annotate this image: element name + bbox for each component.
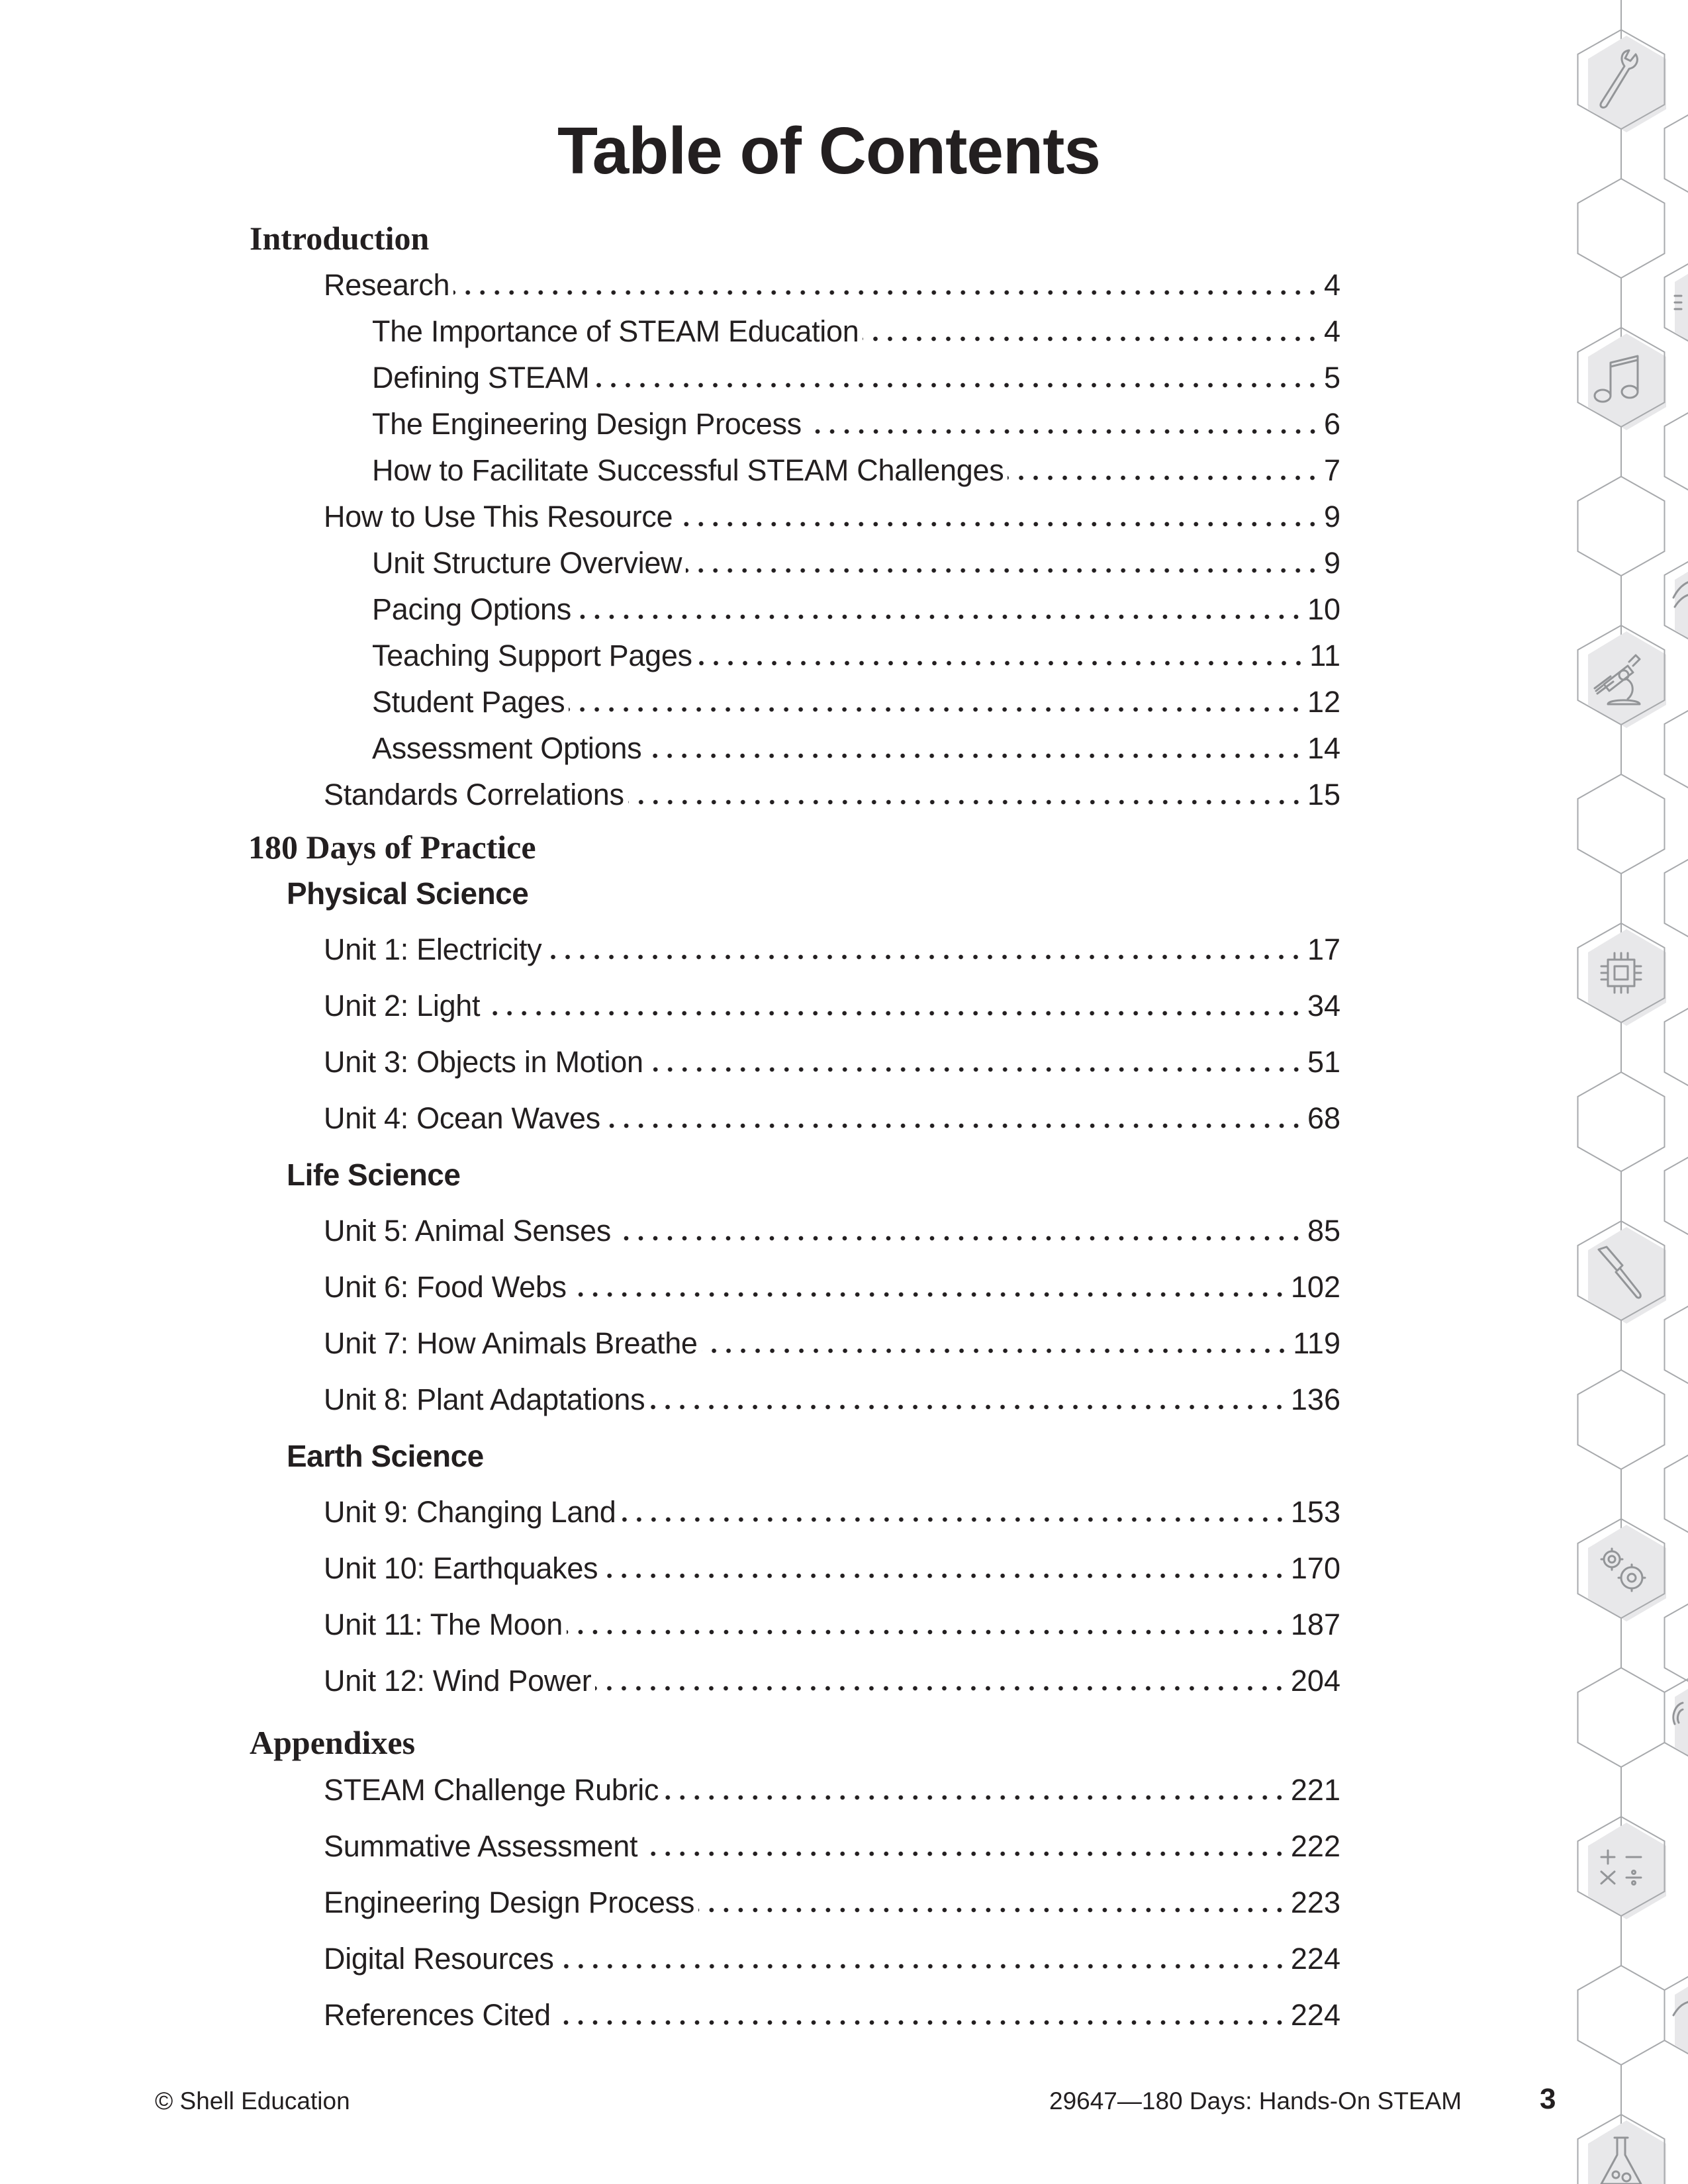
toc-entry-page: 187 <box>1290 1608 1340 1641</box>
toc-entry-label: Unit 9: Changing Land <box>324 1495 616 1529</box>
dot-leader <box>649 1404 1287 1410</box>
toc-entry-page: 102 <box>1290 1270 1340 1304</box>
toc-entry-page: 17 <box>1307 933 1340 966</box>
hex-empty <box>1578 1072 1665 1171</box>
hex-empty <box>1578 1370 1665 1469</box>
dot-leader <box>863 336 1320 341</box>
toc-entry[interactable] <box>324 1099 1340 1138</box>
toc-entry-page: 68 <box>1307 1101 1340 1135</box>
dot-leader <box>571 1292 1287 1297</box>
toc-entry[interactable] <box>372 404 1340 444</box>
toc-entry-label: Student Pages <box>372 685 565 719</box>
hex-empty <box>1578 477 1665 576</box>
dot-leader <box>702 1348 1289 1353</box>
toc-entry-label: Unit 8: Plant Adaptations <box>324 1383 645 1416</box>
toc-entry-page: 224 <box>1290 1998 1340 2032</box>
toc-entry[interactable] <box>324 1883 1340 1923</box>
toc-entry[interactable] <box>372 358 1340 398</box>
toc-entry-page: 10 <box>1307 592 1340 626</box>
hex-empty <box>1578 774 1665 874</box>
toc-entry-label: Unit 3: Objects in Motion <box>324 1045 643 1079</box>
toc-entry[interactable] <box>372 590 1340 629</box>
toc-entry-page: 224 <box>1290 1942 1340 1976</box>
toc-entry-page: 4 <box>1323 314 1340 348</box>
subsection-heading-physical-science: Physical Science <box>287 876 529 911</box>
toc-entry-label: Pacing Options <box>372 592 571 626</box>
dot-leader <box>484 1011 1303 1016</box>
toc-entry[interactable] <box>324 265 1340 305</box>
dot-leader <box>698 1907 1287 1913</box>
dot-leader <box>593 383 1320 388</box>
dot-leader <box>806 429 1320 434</box>
toc-entry-page: 204 <box>1290 1664 1340 1698</box>
dot-leader <box>686 568 1320 573</box>
toc-entry-page: 223 <box>1290 1886 1340 1919</box>
toc-entry[interactable] <box>372 636 1340 676</box>
toc-entry-page: 153 <box>1290 1495 1340 1529</box>
dot-leader <box>696 660 1306 666</box>
toc-entry-page: 136 <box>1290 1383 1340 1416</box>
toc-entry[interactable] <box>324 1770 1340 1810</box>
toc-entry-label: Unit 4: Ocean Waves <box>324 1101 600 1135</box>
hex-music <box>1578 328 1667 430</box>
hexagon-decoration <box>1523 0 1688 2184</box>
hex-empty <box>1578 1668 1665 1767</box>
subsection-heading-life-science: Life Science <box>287 1158 461 1192</box>
dot-leader <box>558 1964 1287 1969</box>
toc-entry-page: 170 <box>1290 1551 1340 1585</box>
toc-entry[interactable] <box>324 1211 1340 1251</box>
hex-empty <box>1578 1966 1665 2065</box>
dot-leader <box>545 954 1303 960</box>
dot-leader <box>569 707 1303 712</box>
dot-leader <box>604 1123 1303 1128</box>
toc-entry[interactable] <box>324 1827 1340 1866</box>
toc-entry-page: 34 <box>1307 989 1340 1023</box>
toc-entry-page: 14 <box>1307 731 1340 765</box>
dot-leader <box>575 614 1303 619</box>
toc-entry[interactable] <box>324 1995 1340 2035</box>
toc-entry-page: 4 <box>1323 268 1340 302</box>
page-title: Table of Contents <box>557 114 1101 188</box>
toc-entry-label: Digital Resources <box>324 1942 554 1976</box>
footer-book-title: 29647—180 Days: Hands-On STEAM <box>1049 2087 1462 2115</box>
toc-entry-label: Unit 10: Earthquakes <box>324 1551 598 1585</box>
toc-entry[interactable] <box>324 1267 1340 1307</box>
toc-entry-label: Unit 6: Food Webs <box>324 1270 567 1304</box>
toc-entry[interactable] <box>324 497 1340 537</box>
toc-entry-label: Engineering Design Process <box>324 1886 695 1919</box>
dot-leader <box>628 799 1303 805</box>
dot-leader <box>595 1686 1286 1691</box>
toc-entry-label: Unit 1: Electricity <box>324 933 542 966</box>
toc-entry-label: References Cited <box>324 1998 551 2032</box>
footer-publisher: © Shell Education <box>155 2087 350 2115</box>
toc-entry-page: 221 <box>1290 1773 1340 1807</box>
toc-entry[interactable] <box>324 1380 1340 1420</box>
toc-entry-label: Unit 12: Wind Power <box>324 1664 592 1698</box>
dot-leader <box>647 1067 1303 1072</box>
toc-entry[interactable] <box>372 682 1340 722</box>
hex-gears <box>1578 1519 1667 1621</box>
toc-entry[interactable] <box>372 729 1340 768</box>
toc-entry[interactable] <box>372 312 1340 351</box>
toc-entry-label: Teaching Support Pages <box>372 639 692 672</box>
section-heading-appendixes: Appendixes <box>250 1724 416 1761</box>
toc-entry[interactable] <box>324 986 1340 1026</box>
hex-flask <box>1578 2115 1667 2184</box>
toc-entry-label: Summative Assessment <box>324 1829 638 1863</box>
dot-leader <box>620 1517 1287 1522</box>
dot-leader <box>602 1573 1287 1578</box>
hex-math <box>1578 1817 1667 1919</box>
toc-entry-label: Assessment Options <box>372 731 642 765</box>
dot-leader <box>615 1236 1303 1241</box>
hex-chip <box>1578 923 1667 1026</box>
toc-entry-page: 6 <box>1323 407 1340 441</box>
dot-leader <box>641 1851 1287 1856</box>
toc-entry[interactable] <box>324 775 1340 815</box>
hex-empty <box>1578 179 1665 278</box>
toc-entry-label: Unit Structure Overview <box>372 546 682 580</box>
toc-entry-label: Unit 5: Animal Senses <box>324 1214 611 1248</box>
toc-entry-page: 5 <box>1323 361 1340 394</box>
dot-leader <box>663 1795 1287 1800</box>
toc-entry-label: The Engineering Design Process <box>372 407 802 441</box>
subsection-heading-earth-science: Earth Science <box>287 1439 484 1473</box>
toc-entry-label: Unit 11: The Moon <box>324 1608 563 1641</box>
toc-entry-page: 15 <box>1307 778 1340 811</box>
section-heading-introduction: Introduction <box>250 220 430 257</box>
toc-entry[interactable] <box>324 1939 1340 1979</box>
footer-page-number: 3 <box>1540 2083 1556 2115</box>
toc-entry-label: Defining STEAM <box>372 361 590 394</box>
toc-entry-label: Unit 7: How Animals Breathe <box>324 1326 698 1360</box>
toc-entry[interactable] <box>324 930 1340 970</box>
toc-entry[interactable] <box>324 1324 1340 1363</box>
toc-entry-page: 9 <box>1323 500 1340 533</box>
toc-entry-page: 7 <box>1323 453 1340 487</box>
dot-leader <box>555 2020 1287 2025</box>
hex-microscope <box>1578 625 1667 728</box>
toc-entry-page: 12 <box>1307 685 1340 719</box>
toc-entry[interactable] <box>324 1549 1340 1588</box>
dot-leader <box>645 753 1303 758</box>
dot-leader <box>1008 475 1320 480</box>
toc-entry-label: Research <box>324 268 450 302</box>
toc-entry[interactable] <box>324 1492 1340 1532</box>
section-heading-180-days: 180 Days of Practice <box>248 829 536 866</box>
toc-entry-page: 119 <box>1293 1326 1340 1360</box>
dot-leader <box>567 1629 1287 1635</box>
toc-entry-page: 51 <box>1307 1045 1340 1079</box>
toc-entry[interactable] <box>324 1661 1340 1701</box>
toc-entry[interactable] <box>324 1605 1340 1645</box>
toc-entry-label: Unit 2: Light <box>324 989 481 1023</box>
toc-entry-label: The Importance of STEAM Education <box>372 314 859 348</box>
toc-entry-label: How to Use This Resource <box>324 500 673 533</box>
dot-leader <box>453 290 1320 295</box>
dot-leader <box>677 522 1320 527</box>
toc-entry-label: How to Facilitate Successful STEAM Challenges <box>372 453 1004 487</box>
toc-entry-page: 85 <box>1307 1214 1340 1248</box>
toc-entry-page: 222 <box>1290 1829 1340 1863</box>
toc-entry[interactable] <box>372 451 1340 490</box>
toc-entry-label: STEAM Challenge Rubric <box>324 1773 659 1807</box>
toc-entry[interactable] <box>324 1042 1340 1082</box>
toc-entry-page: 9 <box>1323 546 1340 580</box>
toc-entry-page: 11 <box>1309 639 1340 672</box>
toc-entry[interactable] <box>372 543 1340 583</box>
toc-entry-label: Standards Correlations <box>324 778 624 811</box>
